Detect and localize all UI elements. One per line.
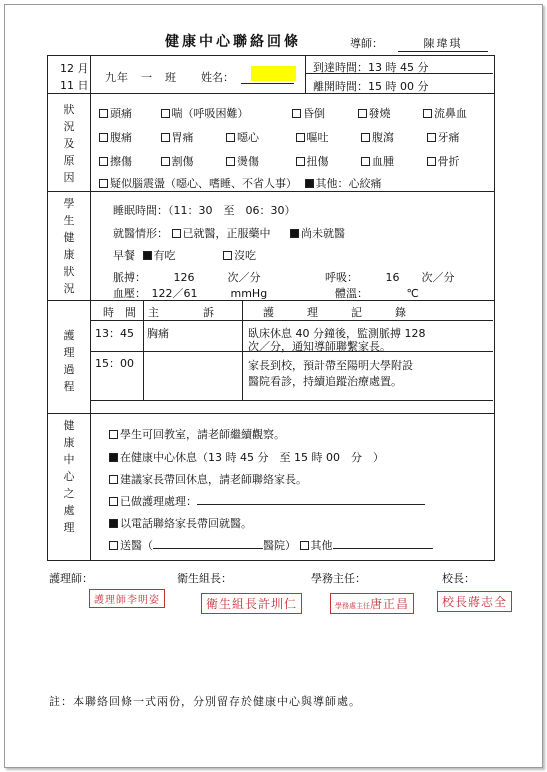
checkbox[interactable] [99,133,108,142]
status-row-1 [99,105,467,121]
col-record-header: 護 理 記 錄 [263,306,406,319]
pulse-reading: 脈搏： 126 次／分 [113,271,261,284]
health-section-label: 學生健康狀況 [63,197,75,295]
nursing-treatment-field[interactable] [197,493,425,505]
breakfast-status [113,247,256,263]
leave-time: 離開時間：15 時 00 分 [313,80,429,93]
symptom-other[interactable]: 其他：心絞痛 [305,177,382,190]
status-row-2 [99,129,460,145]
checkbox-checked[interactable] [143,251,152,260]
disposal-item-5[interactable]: 以電話聯絡家長帶回就醫。 [109,515,252,531]
symptom-faint[interactable]: 昏倒 [292,105,354,121]
symptom-fever[interactable]: 發燒 [358,105,420,121]
symptom-toothache[interactable]: 牙痛 [427,131,460,144]
checkbox-checked[interactable] [290,229,299,238]
symptom-vomit[interactable]: 嘔吐 [296,129,358,145]
checkbox[interactable] [109,497,118,506]
class-field: 九年 一 班 [105,71,177,84]
checkbox[interactable] [292,109,301,118]
checkbox-checked[interactable] [109,453,118,462]
symptom-hematoma[interactable]: 血腫 [361,153,423,169]
symptom-headache[interactable]: 頭痛 [99,105,157,121]
nursing-time-1: 13：45 [95,327,134,340]
nursing-record-2b: 醫院看診，持續追蹤治療處置。 [248,375,402,388]
symptom-fracture[interactable]: 骨折 [427,155,460,168]
nursing-time-2: 15：00 [95,357,134,370]
breath-reading: 呼吸： 16 次／分 [325,271,455,284]
symptom-nosebleed[interactable]: 流鼻血 [423,107,467,120]
checkbox[interactable] [99,157,108,166]
status-section-label: 狀況及原因 [63,103,75,184]
checkbox[interactable] [109,430,118,439]
checkbox[interactable] [223,251,232,260]
checkbox[interactable] [99,179,108,188]
checkbox[interactable] [427,157,436,166]
checkbox[interactable] [226,157,235,166]
symptom-cut[interactable]: 割傷 [161,153,223,169]
medical-status [113,225,345,241]
checkbox[interactable] [361,157,370,166]
checkbox[interactable] [423,109,432,118]
checkbox[interactable] [296,133,305,142]
checkbox[interactable] [358,109,367,118]
status-row-3 [99,153,460,169]
checkbox[interactable] [296,157,305,166]
symptom-dyspnea[interactable]: 喘（呼吸困難） [161,105,289,121]
teacher-label: 導師： [350,37,383,50]
sleep-time: 睡眠時間：（11：30 至 06：30） [113,204,296,217]
checkbox-checked[interactable] [109,519,118,528]
checkbox[interactable] [109,541,118,550]
nurse-stamp: 護理師李明姿 [89,589,165,608]
disposal-section-label: 健康中心之處理 [63,419,75,534]
medical-option-treated[interactable]: 已就醫，正服藥中 [172,227,271,240]
footer-note: 註：本聯絡回條一式兩份，分別留存於健康中心與導師處。 [49,695,361,708]
arrive-time: 到達時間：13 時 45 分 [313,61,429,74]
symptom-burn[interactable]: 燙傷 [226,153,292,169]
name-redaction-highlight [251,66,296,81]
nursing-complaint-1: 胸痛 [147,327,169,340]
teacher-name: 陳瑋琪 [398,35,488,52]
checkbox[interactable] [427,133,436,142]
health-chief-stamp: 衛生組長許圳仁 [201,593,302,614]
medical-label: 就醫情形： [113,227,168,240]
breakfast-no[interactable]: 沒吃 [223,249,256,262]
date-day: 11 日 [60,79,89,92]
health-chief-signature-label: 衛生組長： [177,572,232,585]
col-time-header: 時 間 [103,306,136,319]
temperature-reading: 體溫： ℃ [335,287,419,300]
symptom-abdominal-pain[interactable]: 腹痛 [99,129,157,145]
disposal-item-4[interactable]: 已做護理處理： [109,493,425,509]
nurse-signature-label: 護理師： [49,572,93,585]
name-label: 姓名： [201,71,234,84]
checkbox[interactable] [161,133,170,142]
symptom-abrasion[interactable]: 擦傷 [99,153,157,169]
disposal-item-3[interactable]: 建議家長帶回休息，請老師聯絡家長。 [109,471,307,487]
date-month: 12 月 [60,62,89,75]
checkbox[interactable] [161,157,170,166]
checkbox[interactable] [172,229,181,238]
form-title: 健康中心聯絡回條 [165,34,301,50]
symptom-sprain[interactable]: 扭傷 [296,153,358,169]
checkbox[interactable] [109,475,118,484]
form-page [4,4,543,768]
checkbox[interactable] [226,133,235,142]
other-field[interactable] [333,537,433,549]
disposal-item-2[interactable]: 在健康中心休息（13 時 45 分 至 15 時 00 分 ） [109,449,384,465]
checkbox[interactable] [361,133,370,142]
medical-option-untreated[interactable]: 尚未就醫 [290,227,345,240]
symptom-nausea[interactable]: 噁心 [226,129,292,145]
hospital-option[interactable]: 送醫（ 醫院） [109,539,296,552]
breakfast-yes[interactable]: 有吃 [143,249,176,262]
disposal-hospital [109,537,433,553]
breakfast-label: 早餐 [113,249,135,262]
name-field[interactable] [241,63,294,84]
nursing-section-label: 護理過程 [63,329,75,393]
status-row-4 [99,175,382,191]
hospital-other-option[interactable]: 其他 [300,539,433,552]
principal-signature-label: 校長： [442,572,475,585]
symptom-diarrhea[interactable]: 腹瀉 [361,129,423,145]
nursing-record-1a: 臥床休息 40 分鐘後，監測脈搏 128 [248,327,426,340]
academic-signature-label: 學務主任： [311,572,366,585]
disposal-item-1[interactable]: 學生可回教室，請老師繼續觀察。 [109,426,285,442]
checkbox[interactable] [161,109,170,118]
symptom-stomach-ache[interactable]: 胃痛 [161,129,223,145]
checkbox-checked[interactable] [305,179,314,188]
principal-stamp: 校長蔣志全 [437,591,512,612]
col-complaint-header: 主 訴 [148,306,214,319]
bp-reading: 血壓： 122／61 mmHg [113,287,268,300]
symptom-concussion[interactable]: 疑似腦震盪（噁心、嗜睡、不省人事） [99,177,297,190]
nursing-record-1b: 次／分，通知導師聯繫家長。 [248,340,391,353]
hospital-name-field[interactable] [153,537,263,549]
nursing-record-2a: 家長到校，預計帶至陽明大學附設 [248,359,413,372]
academic-stamp: 學務處主任唐正昌 [330,593,414,614]
checkbox[interactable] [99,109,108,118]
checkbox[interactable] [300,541,309,550]
